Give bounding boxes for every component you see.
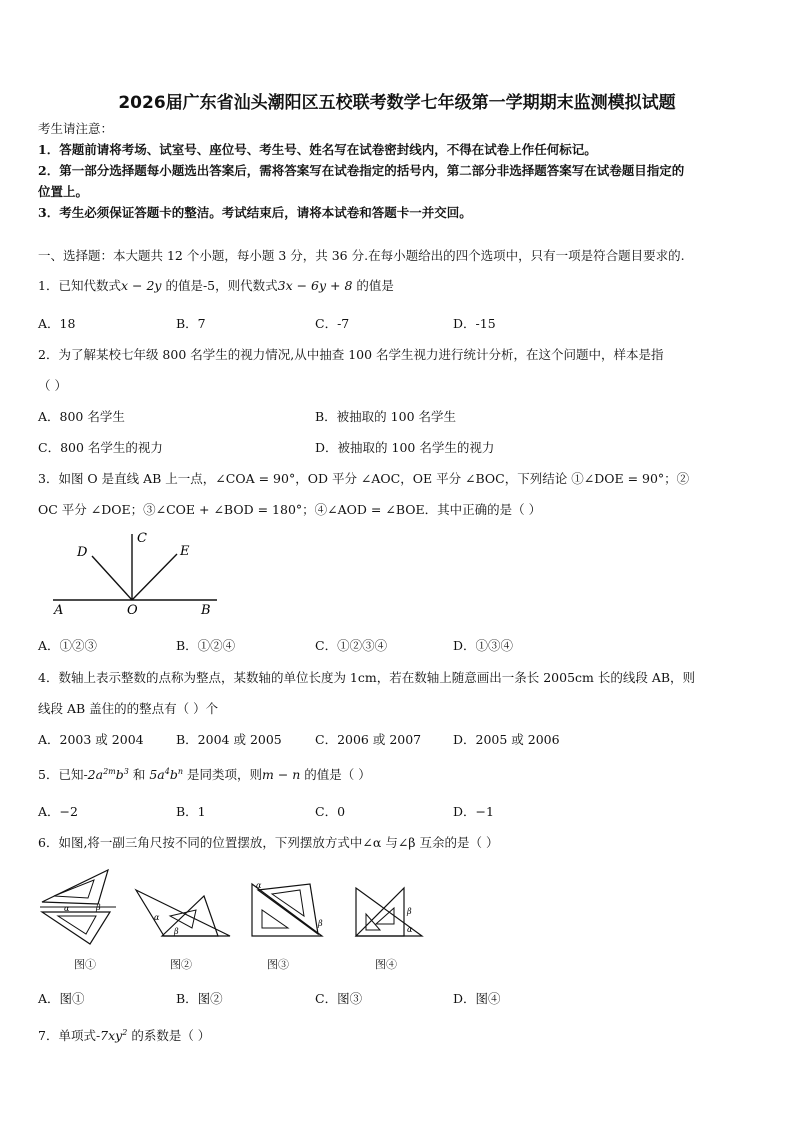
q5-option-d[interactable]: D．−1 [453, 804, 494, 819]
q6-caption-1: 图① [74, 958, 96, 971]
q4-option-a[interactable]: A．2003 或 2004 [38, 732, 144, 747]
q6-figure-1 [38, 866, 118, 946]
label-a: A [54, 603, 64, 618]
q3-option-a[interactable]: A．①②③ [38, 638, 98, 653]
q4-option-d[interactable]: D．2005 或 2006 [453, 732, 560, 747]
label-d: D [77, 545, 88, 560]
q2-option-c[interactable]: C．800 名学生的视力 [38, 440, 163, 455]
fig2-beta: β [174, 927, 179, 936]
label-c: C [137, 531, 147, 546]
q5-option-a[interactable]: A．−2 [38, 804, 78, 819]
q1-option-a[interactable]: A．18 [38, 316, 76, 331]
notice-item-2-cont: 位置上。 [38, 184, 89, 199]
label-b: B [201, 603, 211, 618]
q4-option-c[interactable]: C．2006 或 2007 [315, 732, 422, 747]
q5-term-1-b: b [115, 767, 124, 782]
q5-term-2-base: 5a [149, 767, 165, 782]
q5-text-c: 是同类项，则 [183, 767, 262, 782]
q1-expr-1: x − 2y [120, 278, 162, 293]
fig4-triangle-inner-2 [376, 908, 394, 924]
question-5 [38, 765, 371, 783]
question-3-cont: OC 平分 ∠DOE；③∠COE + ∠BOD = 180°；④∠AOD = ∠BOE．其中正确的是（ ） [38, 502, 542, 517]
q6-figure-2 [134, 886, 234, 942]
q7-monomial-base: -7xy [95, 1028, 123, 1043]
q6-caption-4: 图④ [375, 958, 397, 971]
fig2-alpha: α [154, 913, 160, 922]
fig1-alpha: α [64, 904, 70, 913]
ray-oe [132, 554, 177, 600]
fig4-triangle-a [356, 888, 404, 936]
fig4-beta: β [407, 907, 412, 916]
q7-monomial-exp: 2 [122, 1027, 128, 1037]
question-7 [38, 1026, 210, 1044]
question-6: 6．如图,将一副三角尺按不同的位置摆放，下列摆放方式中∠α 与∠β 互余的是（ ） [38, 835, 499, 850]
q2-option-a[interactable]: A．800 名学生 [38, 409, 125, 424]
q6-option-b[interactable]: B．图② [176, 991, 223, 1006]
q5-text-b: 和 [128, 767, 150, 782]
q6-figure-4 [352, 884, 428, 942]
q1-text-b: 的值是-5，则代数式 [161, 278, 278, 293]
fig3-beta: β [318, 919, 323, 928]
q1-text-a: 1．已知代数式 [38, 278, 121, 293]
notice-item-2: 2．第一部分选择题每小题选出答案后，需将答案写在试卷指定的括号内，第二部分非选择题答案写在试卷题目指定的 [38, 163, 685, 178]
q6-caption-2: 图② [170, 958, 192, 971]
q5-text-a: 5．已知 [38, 767, 84, 782]
q5-option-b[interactable]: B．1 [176, 804, 206, 819]
fig4-alpha: α [407, 925, 413, 934]
fig1-beta: β [96, 903, 101, 912]
question-2: 2．为了解某校七年级 800 名学生的视力情况,从中抽查 100 名学生视力进行统计分析，在这个问题中，样本是指 [38, 347, 664, 362]
q3-figure [45, 528, 225, 618]
fig1-triangle-bottom-inner [58, 916, 96, 934]
q1-option-c[interactable]: C．-7 [315, 316, 350, 331]
q7-text-a: 7．单项式 [38, 1028, 96, 1043]
q2-option-b[interactable]: B．被抽取的 100 名学生 [315, 409, 456, 424]
q1-option-b[interactable]: B．7 [176, 316, 206, 331]
q3-option-c[interactable]: C．①②③④ [315, 638, 388, 653]
page-title: 2026届广东省汕头潮阳区五校联考数学七年级第一学期期末监测模拟试题 [118, 93, 676, 113]
notice-item-1: 1．答题前请将考场、试室号、座位号、考生号、姓名写在试卷密封线内，不得在试卷上作任何标记。 [38, 142, 597, 157]
q3-option-b[interactable]: B．①②④ [176, 638, 236, 653]
q5-term-2-exp: 4 [164, 766, 170, 776]
q7-monomial [96, 1028, 127, 1043]
label-o: O [127, 603, 138, 618]
fig1-triangle-top [42, 870, 108, 904]
question-1 [38, 276, 394, 294]
q1-option-d[interactable]: D．-15 [453, 316, 496, 331]
question-4-cont: 线段 AB 盖住的的整点有（ ）个 [38, 701, 219, 716]
q5-option-c[interactable]: C．0 [315, 804, 346, 819]
question-3: 3．如图 O 是直线 AB 上一点，∠COA = 90°，OD 平分 ∠AOC，OE 平分 ∠BOC，下列结论 ①∠DOE = 90°；② [38, 471, 690, 486]
q2-option-d[interactable]: D．被抽取的 100 名学生的视力 [315, 440, 495, 455]
q5-term-1-exp: 2m [103, 766, 116, 776]
question-4: 4．数轴上表示整数的点称为整点，某数轴的单位长度为 1cm，若在数轴上随意画出一条长 2005cm 长的线段 AB，则 [38, 670, 696, 685]
q6-caption-3: 图③ [267, 958, 289, 971]
q3-option-d[interactable]: D．①③④ [453, 638, 514, 653]
notice-heading: 考生请注意： [38, 121, 114, 136]
q5-term-2-b: b [169, 767, 178, 782]
q5-expr: m − n [262, 767, 301, 782]
q5-term-1 [83, 767, 128, 782]
q1-text-c: 的值是 [352, 278, 394, 293]
ray-od [92, 556, 132, 600]
q6-option-c[interactable]: C．图③ [315, 991, 363, 1006]
section-heading: 一、选择题：本大题共 12 个小题，每小题 3 分，共 36 分.在每小题给出的四个选项中，只有一项是符合题目要求的. [38, 248, 685, 263]
q5-text-d: 的值是（ ） [300, 767, 371, 782]
q5-term-1-b-exp: 3 [123, 766, 129, 776]
question-2-bracket: （ ） [38, 378, 67, 393]
q5-term-1-base: -2a [83, 767, 104, 782]
label-e: E [180, 544, 190, 559]
q6-option-a[interactable]: A．图① [38, 991, 85, 1006]
fig3-triangle-a-inner [262, 910, 288, 928]
q1-expr-2: 3x − 6y + 8 [277, 278, 353, 293]
q6-figure-3 [248, 880, 330, 942]
q5-term-2-b-exp: n [177, 766, 184, 776]
fig3-alpha: α [256, 881, 262, 890]
q6-option-d[interactable]: D．图④ [453, 991, 501, 1006]
fig1-triangle-top-inner [54, 880, 94, 898]
q5-term-2 [149, 767, 183, 782]
q7-text-b: 的系数是（ ） [127, 1028, 211, 1043]
notice-item-3: 3．考生必须保证答题卡的整洁。考试结束后，请将本试卷和答题卡一并交回。 [38, 205, 472, 220]
q4-option-b[interactable]: B．2004 或 2005 [176, 732, 282, 747]
